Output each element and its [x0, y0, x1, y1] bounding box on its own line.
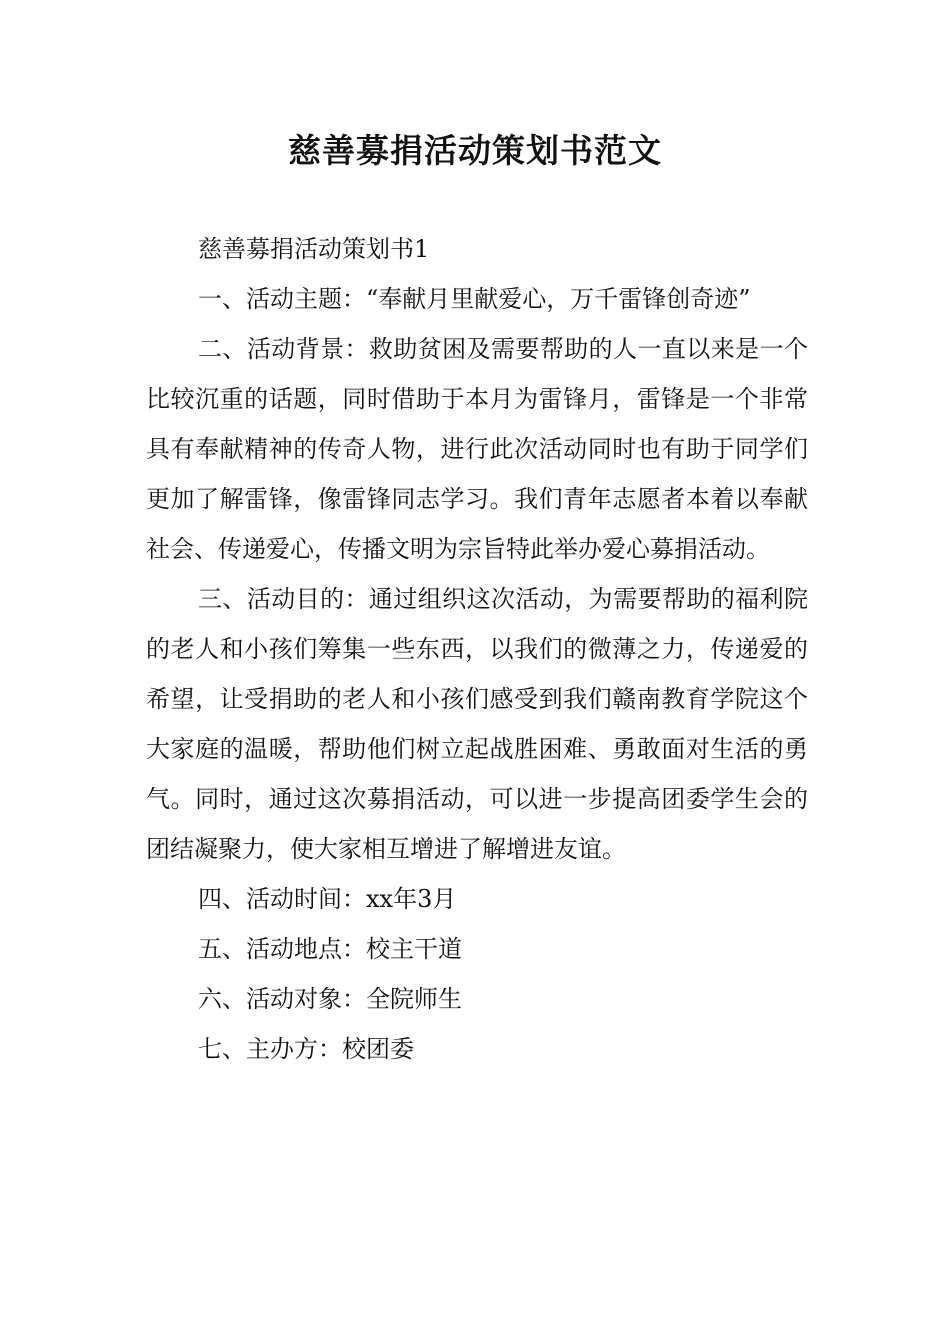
document-title: 慈善募捐活动策划书范文 — [288, 131, 662, 170]
paragraph-background: 二、活动背景：救助贫困及需要帮助的人一直以来是一个比较沉重的话题，同时借助于本月为雷锋月，雷锋是一个非常具有奉献精神的传奇人物，进行此次活动同时也有助于同学们更加了解雷锋，像雷锋同志学习。我们青年志愿者本着以奉献社会、传递爱心，传播文明为宗旨特此举办爱心募捐活动。 — [146, 335, 808, 563]
paragraph-organizer: 七、主办方：校团委 — [198, 1035, 414, 1063]
document-body — [146, 224, 808, 1074]
paragraph-time: 四、活动时间：xx年3月 — [198, 885, 457, 913]
paragraph-theme: 一、活动主题：“奉献月里献爱心，万千雷锋创奇迹” — [198, 285, 751, 313]
paragraph-location: 五、活动地点：校主干道 — [198, 935, 462, 963]
paragraph-purpose: 三、活动目的：通过组织这次活动，为需要帮助的福利院的老人和小孩们筹集一些东西，以我们的微薄之力，传递爱的希望，让受捐助的老人和小孩们感受到我们赣南教育学院这个大家庭的温暖，帮助他们树立起战胜困难、勇敢面对生活的勇气。同时，通过这次募捐活动，可以进一步提高团委学生会的团结凝聚力，使大家相互增进了解增进友谊。 — [146, 585, 808, 863]
paragraph-audience: 六、活动对象：全院师生 — [198, 985, 462, 1013]
section-subtitle: 慈善募捐活动策划书1 — [198, 235, 430, 263]
